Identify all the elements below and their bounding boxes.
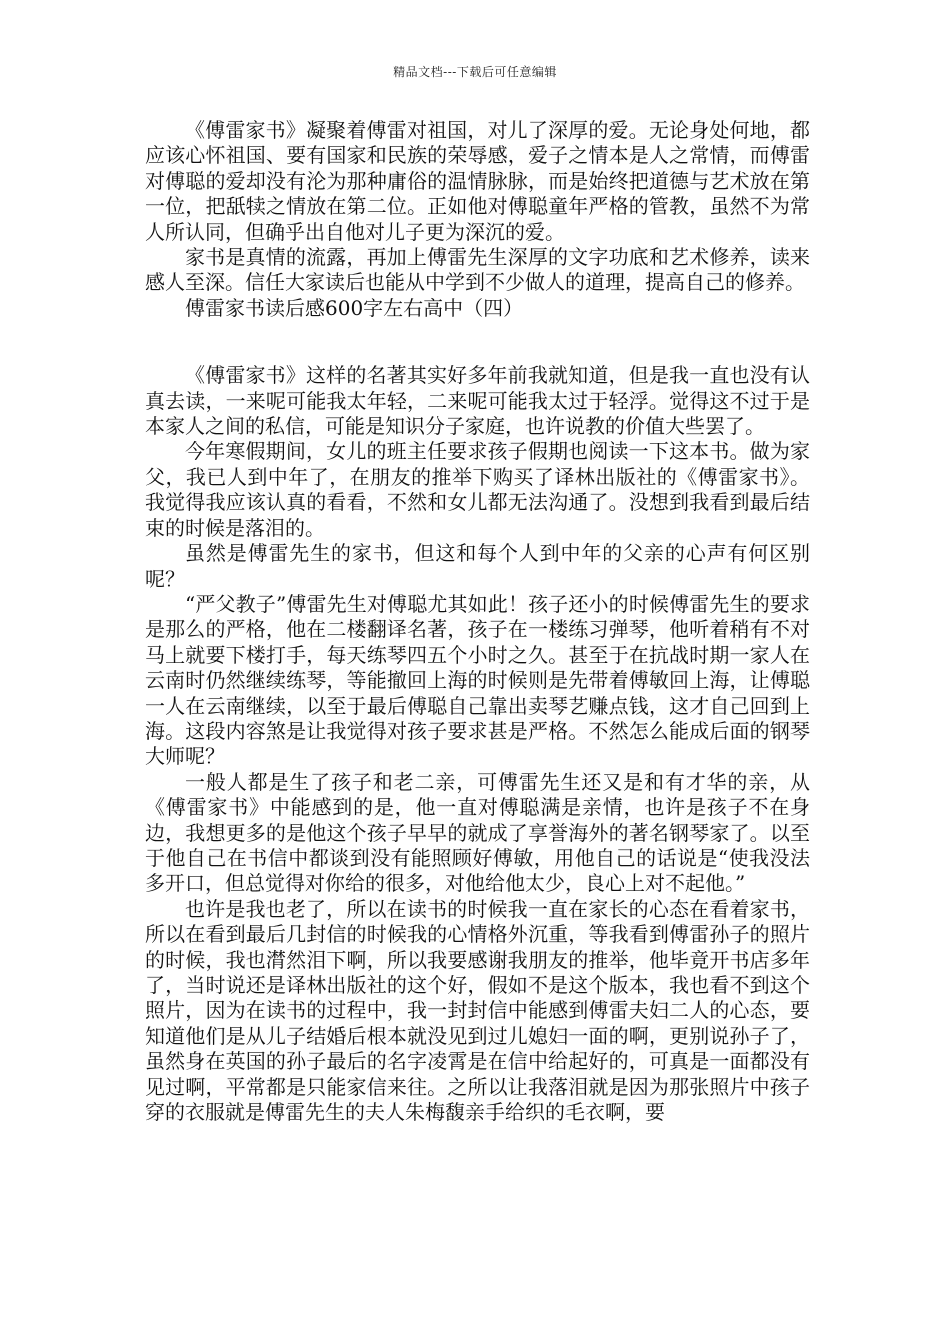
paragraph: 也许是我也老了，所以在读书的时候我一直在家长的心态在看着家书，所以在看到最后几封信的时候我的心情格外沉重，等我看到傅雷孙子的照片的时候，我也潸然泪下啊，所以我要感谢我朋友的推举，他毕竟开书店多年了，当时说还是译林出版社的这个好，假如不是这个版本，我也看不到这个照片，因为在读书的过程中，我一封封信中能感到傅雷夫妇二人的心态，要知道他们是从儿子结婚后根本就没见到过儿媳妇一面的啊，更别说孙子了，虽然身在英国的孙子最后的名字凌霄是在信中给起好的，可真是一面都没有见过啊，平常都是只能家信来往。之所以让我落泪就是因为那张照片中孩子穿的衣服就是傅雷先生的夫人朱梅馥亲手给织的毛衣啊，要 xyxy=(145,896,810,1125)
paragraph: 一般人都是生了孩子和老二亲，可傅雷先生还又是和有才华的亲，从《傅雷家书》中能感到的是，他一直对傅聪满是亲情，也许是孩子不在身边，我想更多的是他这个孩子早早的就成了享誉海外的著名钢琴家了。以至于他自己在书信中都谈到没有能照顾好傅敏，用他自己的话说是“使我没法多开口，但总觉得对你给的很多，对他给他太少，良心上对不起他。” xyxy=(145,769,810,896)
paragraph: 家书是真情的流露，再加上傅雷先生深厚的文字功底和艺术修养，读来感人至深。信任大家读后也能从中学到不少做人的道理，提高自己的修养。 xyxy=(145,245,810,295)
paragraph: 《傅雷家书》这样的名著其实好多年前我就知道，但是我一直也没有认真去读，一来呢可能我太年轻，二来呢可能我太过于轻浮。觉得这不过于是本家人之间的私信，可能是知识分子家庭，也许说教的价值大些罢了。 xyxy=(145,363,810,439)
section-heading: 傅雷家书读后感600字左右高中（四） xyxy=(185,295,524,320)
blank-line xyxy=(145,321,810,363)
paragraph: 《傅雷家书》凝聚着傅雷对祖国，对儿了深厚的爱。无论身处何地，都应该心怀祖国、要有国家和民族的荣辱感，爱子之情本是人之常情，而傅雷对傅聪的爱却没有沦为那种庸俗的温情脉脉，而是始终把道德与艺术放在第一位，把舐犊之情放在第二位。正如他对傅聪童年严格的管教，虽然不为常人所认同，但确乎出自他对儿子更为深沉的爱。 xyxy=(145,118,810,244)
page-header: 精品文档---下载后可任意编辑 xyxy=(393,65,557,79)
paragraph: “严父教子”傅雷先生对傅聪尤其如此！孩子还小的时候傅雷先生的要求是那么的严格，他在二楼翻译名著，孩子在一楼练习弹琴，他听着稍有不对马上就要下楼打手，每天练琴四五个小时之久。甚至于在抗战时期一家人在云南时仍然继续练琴，等能撤回上海的时候则是先带着傅敏回上海，让傅聪一人在云南继续，以至于最后傅聪自己靠出卖琴艺赚点钱，这才自己回到上海。这段内容煞是让我觉得对孩子要求甚是严格。不然怎么能成后面的钢琴大师呢？ xyxy=(145,591,810,769)
paragraph: 虽然是傅雷先生的家书，但这和每个人到中年的父亲的心声有何区别呢？ xyxy=(145,541,810,591)
document-body xyxy=(145,118,810,1125)
paragraph: 今年寒假期间，女儿的班主任要求孩子假期也阅读一下这本书。做为家父，我已人到中年了，在朋友的推举下购买了译林出版社的《傅雷家书》。我觉得我应该认真的看看，不然和女儿都无法沟通了。没想到我看到最后结束的时候是落泪的。 xyxy=(145,439,810,540)
